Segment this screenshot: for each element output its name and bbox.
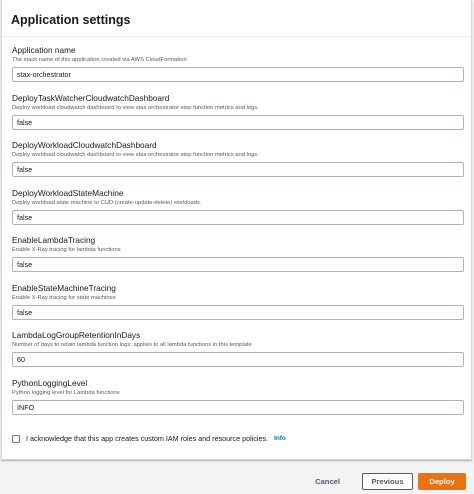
- field-label: DeployTaskWatcherCloudwatchDashboard: [12, 92, 170, 103]
- application-name-input[interactable]: [12, 67, 464, 82]
- field-description: Deploy workload state machine to CUD (create-update-delete) workloads.: [12, 199, 202, 206]
- field-lambda-log-retention: [12, 330, 460, 378]
- field-enable-state-machine-tracing: [12, 283, 460, 331]
- field-description: Python logging level for Lambda functions: [12, 389, 120, 396]
- field-application-name: [12, 45, 460, 93]
- field-label: EnableLambdaTracing: [12, 235, 96, 245]
- field-description: Deploy workload cloudwatch dashboard to view stax orchestrator step function metrics and logs.: [12, 152, 259, 158]
- field-description: The stack name of this application created via AWS CloudFormation: [12, 57, 187, 63]
- wizard-actions: [303, 473, 466, 490]
- info-link[interactable]: Info: [274, 435, 286, 442]
- acknowledge-text: I acknowledge that this app creates custom IAM roles and resource policies.: [26, 434, 269, 443]
- field-label: Application name: [12, 45, 76, 55]
- field-description: Number of days to retain lambda function logs; applies to all lambda functions in this template: [12, 342, 252, 348]
- deploy-button[interactable]: Deploy: [418, 473, 466, 490]
- field-label: LambdaLogGroupRetentionInDays: [12, 330, 141, 340]
- deploy-workload-state-machine-input[interactable]: [12, 210, 464, 225]
- enable-lambda-tracing-input[interactable]: [12, 257, 464, 272]
- deploy-task-watcher-dashboard-input[interactable]: [12, 115, 464, 130]
- python-logging-level-input[interactable]: [12, 400, 464, 415]
- enable-state-machine-tracing-input[interactable]: [12, 305, 464, 320]
- field-deploy-task-watcher-dashboard: [12, 93, 460, 141]
- panel-title: Application settings: [11, 13, 131, 27]
- panel-header: [2, 0, 471, 37]
- field-description: Deploy workload cloudwatch dashboard to view stax orchestrator step function metrics and logs.: [12, 104, 259, 111]
- lambda-log-retention-input[interactable]: [12, 352, 464, 367]
- application-settings-panel: [1, 0, 472, 460]
- field-deploy-workload-state-machine: [12, 188, 460, 236]
- settings-form: [2, 37, 471, 425]
- field-label: EnableStateMachineTracing: [12, 282, 116, 293]
- field-label: DeployWorkloadCloudwatchDashboard: [12, 140, 157, 150]
- field-label: DeployWorkloadStateMachine: [12, 187, 124, 198]
- cancel-button[interactable]: Cancel: [303, 473, 352, 490]
- acknowledge-row: [12, 434, 286, 443]
- field-enable-lambda-tracing: [12, 235, 460, 283]
- field-python-logging-level: [12, 378, 460, 426]
- field-deploy-workload-dashboard: [12, 140, 460, 188]
- field-label: PythonLoggingLevel: [12, 377, 88, 388]
- acknowledge-checkbox[interactable]: [12, 435, 20, 443]
- field-description: Enable X-Ray tracing for state machines: [12, 294, 116, 301]
- deploy-workload-dashboard-input[interactable]: [12, 162, 464, 177]
- previous-button[interactable]: Previous: [362, 473, 413, 490]
- field-description: Enable X-Ray tracing for lambda functions: [12, 247, 121, 253]
